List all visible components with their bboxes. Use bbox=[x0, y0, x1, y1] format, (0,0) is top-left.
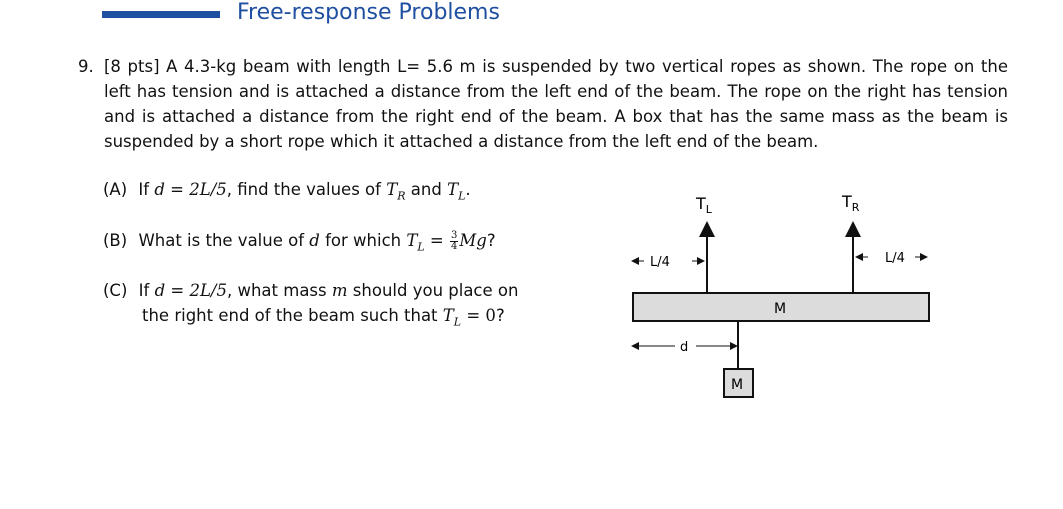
part-a: (A) If d = 2L/5, find the values of $T_R$ and $T_L$. bbox=[103, 180, 471, 203]
tension-right-label: $T_R$ bbox=[842, 192, 860, 214]
right-distance-label: L/4 bbox=[885, 251, 905, 266]
three-quarters-fraction: $\frac{3}{4}$ bbox=[451, 230, 458, 252]
part-b: (B) What is the value of d for which $T_L$ = $\frac{3}{4}$ Mg? bbox=[103, 230, 496, 254]
part-c-continued: the right end of the beam such that $T_L = 0$? bbox=[142, 306, 505, 329]
part-c: (C) If d = 2L/5, what mass m should you place on bbox=[103, 281, 519, 300]
problem-text: [8 pts] A 4.3-kg beam with length L= 5.6 m is suspended by two vertical ropes as shown. The rope on the left has tension and is attached a distance from the left end of the beam. The rope on the right has tension and is attached a distance from the right end of the beam. A box that has the same mass as the beam is suspended by a short rope which it attached a distance from the left end of the beam. bbox=[104, 57, 1008, 151]
problem-statement bbox=[78, 54, 1008, 154]
beam-mass-label: M bbox=[774, 301, 787, 317]
tension-left-symbol: $T_L$ bbox=[447, 180, 466, 203]
part-a-label: (A) bbox=[103, 180, 128, 199]
left-distance-label: L/4 bbox=[650, 255, 670, 270]
d-equation: d = 2L/5 bbox=[154, 180, 227, 199]
box-mass-label: M bbox=[731, 377, 744, 393]
part-c-label: (C) bbox=[103, 281, 128, 300]
problem-number: 9. bbox=[78, 57, 94, 76]
beam-diagram bbox=[620, 185, 950, 405]
part-b-label: (B) bbox=[103, 231, 128, 250]
header-accent-bar bbox=[102, 11, 220, 18]
d-label: d bbox=[680, 340, 689, 355]
section-title: Free-response Problems bbox=[237, 0, 500, 25]
tension-left-label: $T_L$ bbox=[696, 194, 712, 216]
tension-right-symbol: $T_R$ bbox=[386, 180, 406, 203]
